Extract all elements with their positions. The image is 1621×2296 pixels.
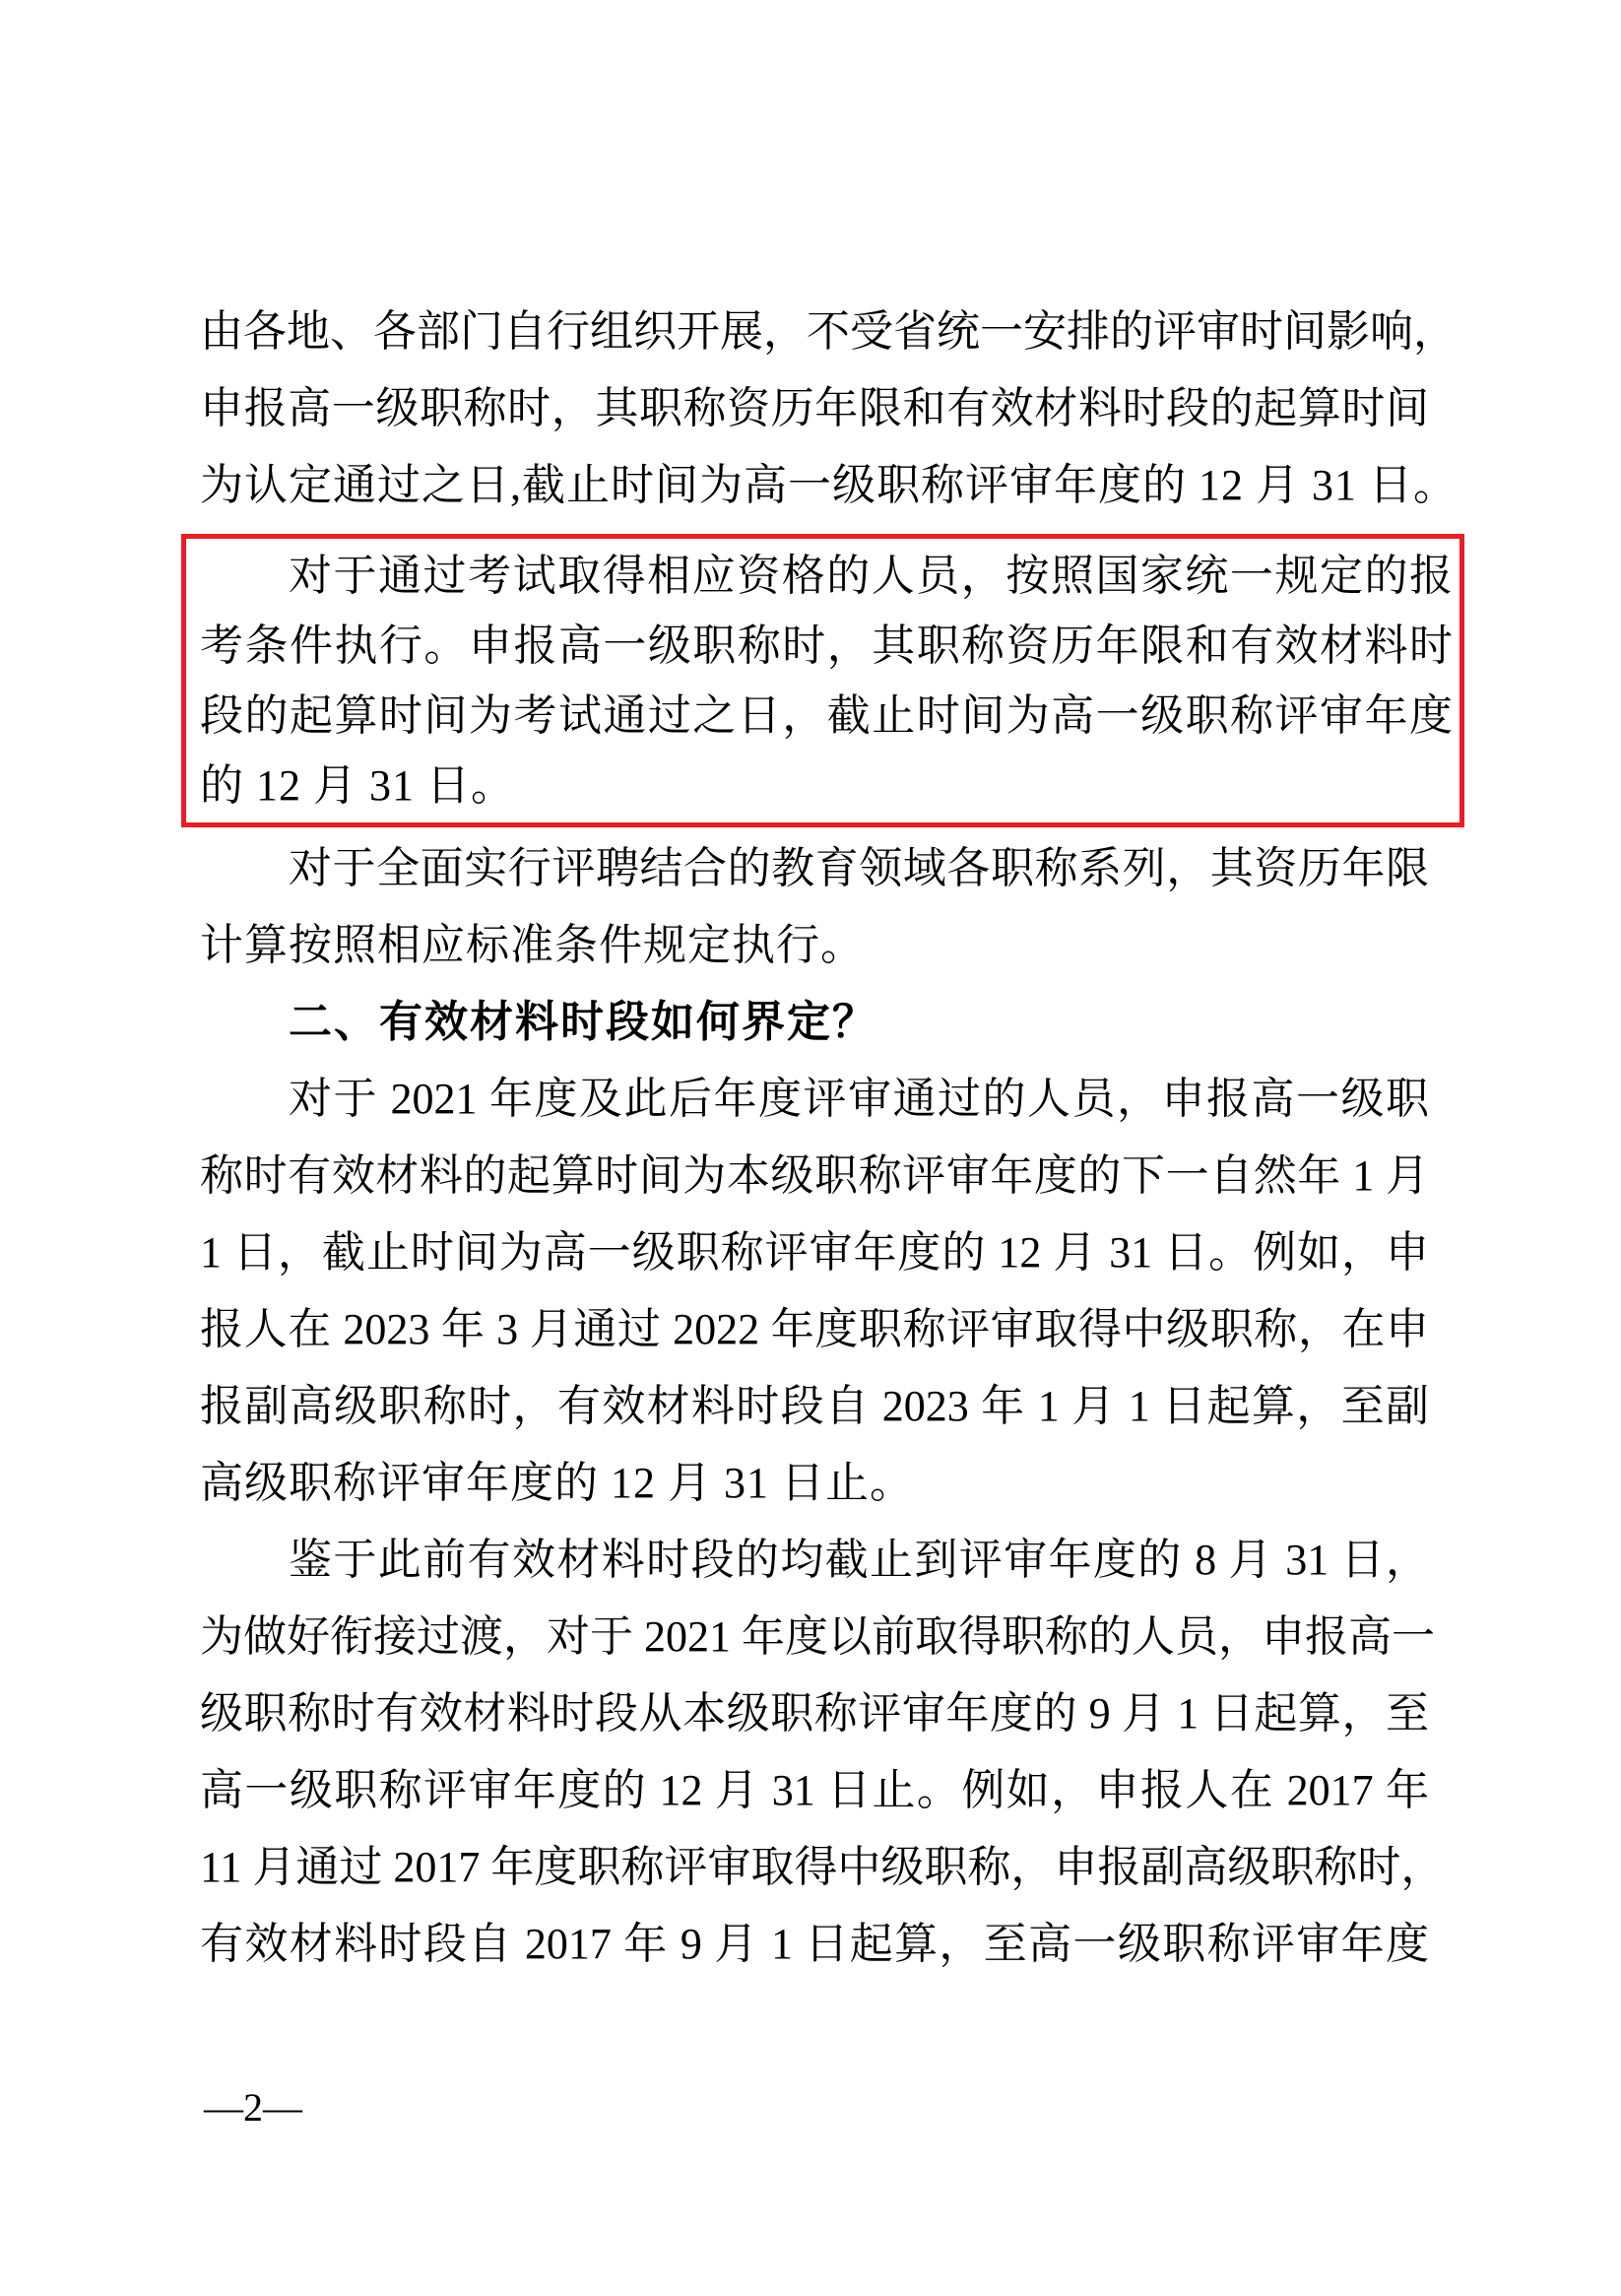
text-line: 高级职称评审年度的 12 月 31 日止。 [200,1459,914,1507]
text-line: 报人在 2023 年 3 月通过 2022 年度职称评审取得中级职称，在申 [200,1305,1429,1353]
text-line: 为认定通过之日,截止时间为高一级职称评审年度的 12 月 31 日。 [200,461,1458,509]
text-line: 计算按照相应标准条件规定执行。 [200,921,865,969]
text-line: 级职称时有效材料时段从本级职称评审年度的 9 月 1 日起算，至 [200,1689,1429,1738]
text-line: 为做好衔接过渡，对于 2021 年度以前取得职称的人员，申报高一 [200,1612,1435,1661]
highlight-box [181,534,1464,827]
document-body [200,294,1458,1983]
text-line: 由各地、各部门自行组织开展，不受省统一安排的评审时间影响， [200,307,1457,356]
text-line: 对于 2021 年度及此后年度评审通过的人员，申报高一级职 [289,1075,1429,1123]
highlighted-text-line: 的 12 月 31 日。 [200,761,515,810]
highlighted-text-line: 段的起算时间为考试通过之日，截止时间为高一级职称评审年度 [200,691,1453,740]
page-number: —2— [204,2085,302,2130]
text-line: 申报高一级职称时，其职称资历年限和有效材料时段的起算时间 [200,384,1429,432]
text-line: 对于全面实行评聘结合的教育领域各职称系列，其资历年限 [289,844,1429,892]
text-line: 鉴于此前有效材料时段的均截止到评审年度的 8 月 31 日， [289,1536,1429,1584]
section-heading: 二、有效材料时段如何界定？ [289,998,877,1046]
text-line: 高一级职称评审年度的 12 月 31 日止。例如，申报人在 2017 年 [200,1766,1429,1814]
highlighted-text-line: 对于通过考试取得相应资格的人员，按照国家统一规定的报 [289,552,1453,600]
text-line: 1 日，截止时间为高一级职称评审年度的 12 月 31 日。例如，申 [200,1228,1429,1277]
text-line: 11 月通过 2017 年度职称评审取得中级职称，申报副高级职称时， [200,1843,1445,1891]
text-line: 有效材料时段自 2017 年 9 月 1 日起算，至高一级职称评审年度 [200,1920,1429,1968]
text-line: 报副高级职称时，有效材料时段自 2023 年 1 月 1 日起算，至副 [200,1382,1429,1430]
text-line: 称时有效材料的起算时间为本级职称评审年度的下一自然年 1 月 [200,1151,1429,1200]
highlighted-text-line: 考条件执行。申报高一级职称时，其职称资历年限和有效材料时 [200,622,1453,670]
